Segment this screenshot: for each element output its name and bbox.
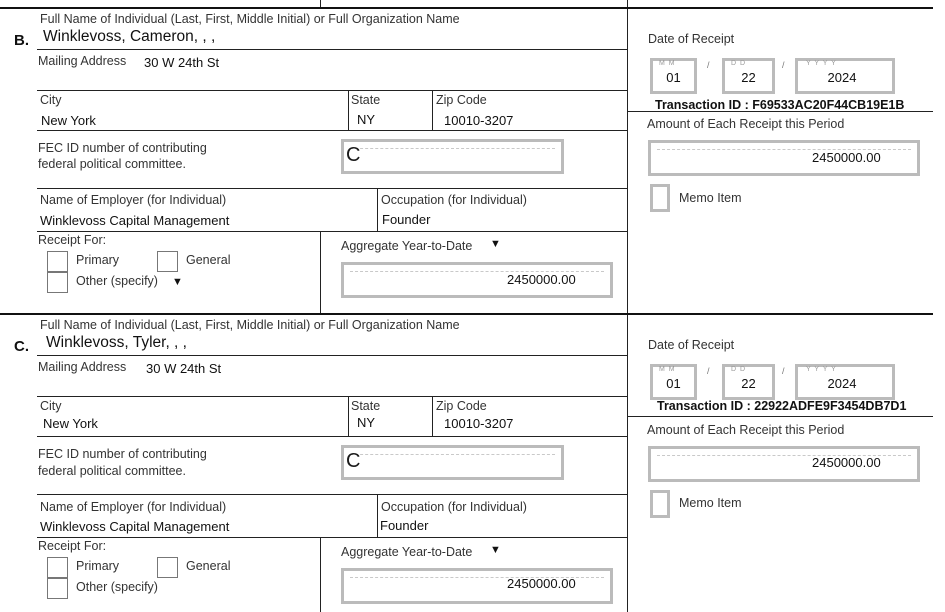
day-hint: D D	[731, 366, 747, 373]
zip-label: Zip Code	[436, 399, 487, 413]
zip-label: Zip Code	[436, 93, 487, 107]
mailing-address-value: 30 W 24th St	[146, 361, 222, 376]
employer-label: Name of Employer (for Individual)	[40, 193, 227, 207]
section-top-border	[0, 313, 933, 315]
primary-label: Primary	[76, 253, 120, 267]
zip-value: 10010-3207	[444, 113, 514, 128]
row-line	[37, 49, 627, 50]
row-line	[37, 396, 627, 397]
transaction-id: Transaction ID : 22922ADFE9F3454DB7D1	[657, 399, 907, 413]
col-line	[432, 90, 433, 130]
mailing-address-label: Mailing Address	[38, 360, 127, 374]
col-line	[348, 90, 349, 130]
row-line	[37, 188, 627, 189]
occupation-label: Occupation (for Individual)	[381, 500, 527, 514]
employer-label: Name of Employer (for Individual)	[40, 500, 227, 514]
memo-item-checkbox[interactable]	[650, 184, 670, 212]
month-hint: M M	[659, 60, 676, 67]
date-separator: /	[707, 366, 710, 376]
employer-value: Winklevoss Capital Management	[40, 519, 230, 534]
receipt-for-label: Receipt For:	[38, 539, 107, 553]
row-line	[627, 416, 933, 417]
row-line	[37, 436, 627, 437]
general-checkbox[interactable]	[157, 251, 178, 272]
other-label: Other (specify)	[76, 274, 158, 288]
triangle-down-icon: ▼	[490, 544, 501, 556]
col-line	[320, 537, 321, 612]
aggregate-value: 2450000.00	[507, 272, 576, 287]
state-label: State	[351, 93, 381, 107]
primary-checkbox[interactable]	[47, 251, 68, 272]
city-value: New York	[41, 113, 96, 128]
date-month-value: 01	[666, 70, 681, 85]
general-label: General	[186, 253, 231, 267]
date-separator: /	[782, 366, 785, 376]
triangle-down-icon: ▼	[490, 238, 501, 250]
col-line	[377, 188, 378, 231]
month-hint: M M	[659, 366, 676, 373]
date-separator: /	[707, 60, 710, 70]
zip-value: 10010-3207	[444, 416, 514, 431]
year-hint: Y Y Y Y	[806, 60, 837, 67]
aggregate-value: 2450000.00	[507, 576, 576, 591]
amount-value: 2450000.00	[812, 150, 881, 165]
mailing-address-value: 30 W 24th St	[144, 55, 220, 70]
col-line	[348, 396, 349, 436]
transaction-id: Transaction ID : F69533AC20F44CB19E1B	[655, 98, 905, 112]
day-hint: D D	[731, 60, 747, 67]
amount-value: 2450000.00	[812, 455, 881, 470]
col-line	[432, 396, 433, 436]
primary-label: Primary	[76, 559, 120, 573]
date-of-receipt-label: Date of Receipt	[648, 338, 735, 352]
row-line	[37, 355, 627, 356]
other-checkbox[interactable]	[47, 272, 68, 293]
fec-id-label: FEC ID number of contributing	[38, 447, 207, 461]
date-year-value: 2024	[827, 376, 857, 391]
row-line	[627, 111, 933, 112]
other-checkbox[interactable]	[47, 578, 68, 599]
amount-label: Amount of Each Receipt this Period	[647, 423, 845, 437]
memo-item-label: Memo Item	[679, 191, 742, 205]
memo-item-label: Memo Item	[679, 496, 742, 510]
state-value: NY	[357, 415, 376, 430]
aggregate-label: Aggregate Year-to-Date	[341, 239, 473, 253]
general-checkbox[interactable]	[157, 557, 178, 578]
employer-value: Winklevoss Capital Management	[40, 213, 230, 228]
contributor-name: Winklevoss, Cameron, , ,	[43, 28, 216, 45]
row-line	[37, 231, 627, 232]
fec-id-prefix: C	[346, 144, 361, 166]
state-label: State	[351, 399, 381, 413]
row-line	[37, 130, 627, 131]
row-line	[37, 494, 627, 495]
date-of-receipt-label: Date of Receipt	[648, 32, 735, 46]
entry-letter: B.	[14, 32, 29, 49]
row-line	[37, 537, 627, 538]
year-hint: Y Y Y Y	[806, 366, 837, 373]
receipt-for-label: Receipt For:	[38, 233, 107, 247]
city-value: New York	[43, 416, 98, 431]
date-day-value: 22	[741, 376, 756, 391]
date-month-value: 01	[666, 376, 681, 391]
section-top-border	[0, 7, 933, 9]
occupation-value: Founder	[380, 518, 429, 533]
mailing-address-label: Mailing Address	[38, 54, 127, 68]
entry-letter: C.	[14, 338, 29, 355]
fec-id-field[interactable]	[341, 445, 564, 480]
state-value: NY	[357, 112, 376, 127]
general-label: General	[186, 559, 231, 573]
amount-label: Amount of Each Receipt this Period	[647, 117, 845, 131]
occupation-value: Founder	[382, 212, 431, 227]
fec-id-field[interactable]	[341, 139, 564, 174]
date-day-value: 22	[741, 70, 756, 85]
aggregate-label: Aggregate Year-to-Date	[341, 545, 473, 559]
date-year-value: 2024	[827, 70, 857, 85]
fec-id-label-2: federal political committee.	[38, 157, 186, 171]
col-line	[320, 231, 321, 313]
date-separator: /	[782, 60, 785, 70]
occupation-label: Occupation (for Individual)	[381, 193, 527, 207]
fec-id-label-2: federal political committee.	[38, 464, 186, 478]
contributor-name: Winklevoss, Tyler, , ,	[46, 334, 187, 351]
full-name-label: Full Name of Individual (Last, First, Middle Initial) or Full Organization Name	[40, 12, 460, 26]
column-divider	[627, 0, 628, 612]
triangle-down-icon: ▼	[172, 276, 183, 288]
row-line	[37, 90, 627, 91]
col-line	[377, 494, 378, 537]
fec-id-label: FEC ID number of contributing	[38, 141, 207, 155]
memo-item-checkbox[interactable]	[650, 490, 670, 518]
other-label: Other (specify)	[76, 580, 158, 594]
city-label: City	[40, 93, 62, 107]
primary-checkbox[interactable]	[47, 557, 68, 578]
fec-id-prefix: C	[346, 450, 361, 472]
city-label: City	[40, 399, 62, 413]
full-name-label: Full Name of Individual (Last, First, Middle Initial) or Full Organization Name	[40, 318, 460, 332]
